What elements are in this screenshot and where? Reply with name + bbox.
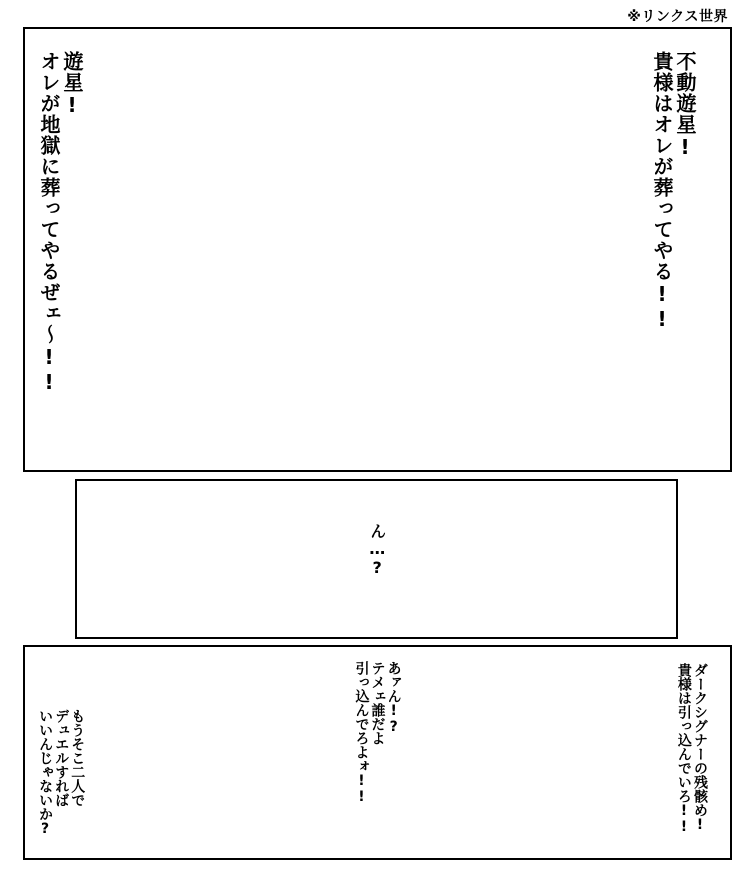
speech-bubble-n: ん…? bbox=[367, 523, 387, 577]
speech-bubble-fudo-yusei: 不動遊星! 貴様はオレが葬ってやる!! bbox=[650, 51, 697, 332]
speech-bubble-temee: あァん!? テメェ誰だよ 引っ込んでろよォ!! bbox=[353, 661, 402, 805]
manga-panel-1 bbox=[23, 27, 732, 472]
manga-panel-3 bbox=[23, 645, 732, 860]
manga-panel-2 bbox=[75, 479, 678, 639]
speech-bubble-futari-duel: もうそこ二人で デュエルすれば いいんじゃないか? bbox=[37, 709, 86, 837]
speech-bubble-dark-signer: ダークシグナーの残骸め! 貴様は引っ込んでいろ!! bbox=[675, 663, 708, 835]
speech-bubble-jigoku: 遊星! オレが地獄に葬ってやるぜェ〜!! bbox=[37, 51, 84, 395]
caption-note: ※リンクス世界 bbox=[627, 9, 728, 25]
